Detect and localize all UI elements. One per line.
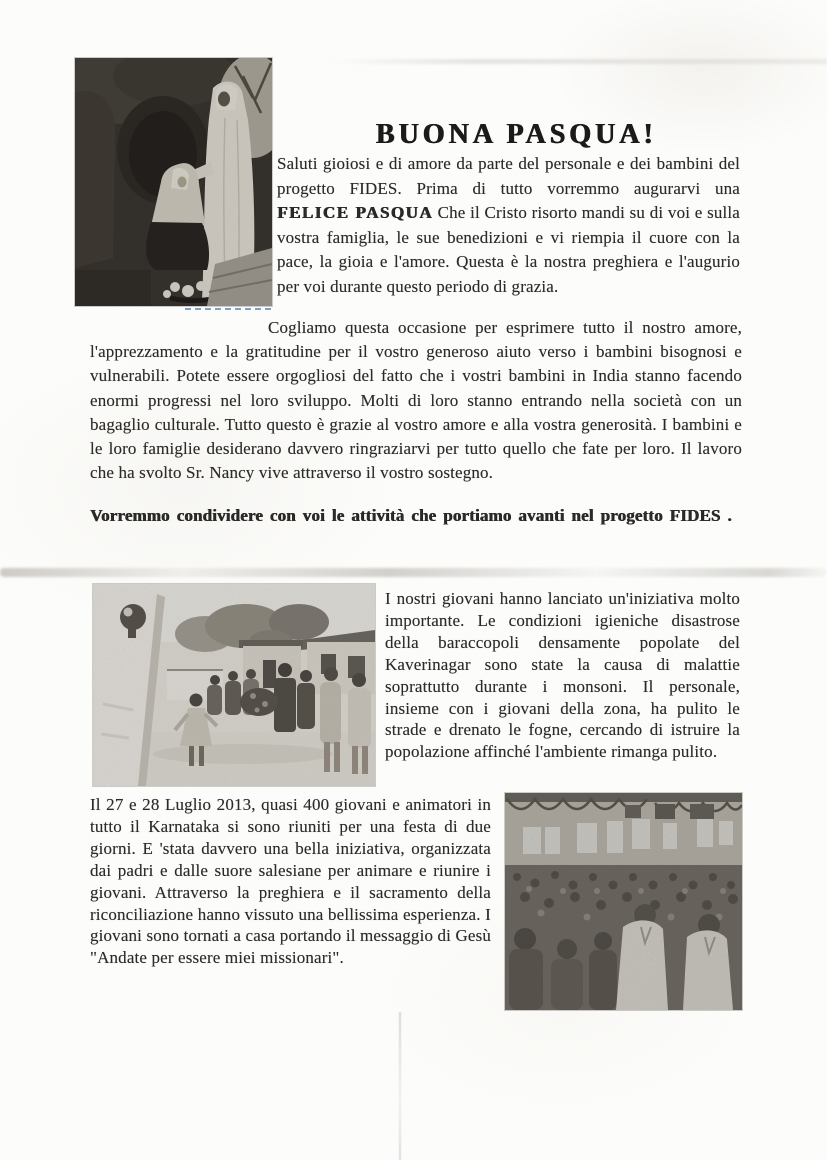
intro-paragraph: [277, 152, 740, 299]
scan-smudge-artifact: [330, 59, 827, 64]
gratitude-paragraph: Cogliamo questa occasione per esprimere tutto il nostro amore, l'apprezzamento e la gratitudine per il vostro generoso aiuto verso i bambini bisognosi e vulnerabili. Potete essere orgogliosi del fatto che i vostri bambini in India stanno facendo enormi progressi nel loro sviluppo. Molti di loro stanno entrando nella società con un bagaglio culturale. Tutto questo è grazie al vostro amore e alla vostra generosità. I bambini e le loro famiglie desiderano davvero ringraziarvi per tutto quello che fate per loro. Il lavoro che ha svolto Sr. Nancy vive attraverso il vostro sostegno.: [90, 318, 742, 483]
crowd-photo: [505, 793, 742, 1010]
page-title: BUONA PASQUA!: [375, 118, 657, 150]
kaverinagar-paragraph: I nostri giovani hanno lanciato un'iniziativa molto importante. Le condizioni igieniche disastrose della baraccopoli densamente popolate del Kaverinagar sono state la causa di malattie soprattutto durante i monsoni. Il personale, insieme con i giovani della zona, ha pulito le strade e drenato le fogne, cercando di istruire la popolazione affinché l'ambiente rimanga pulito.: [385, 589, 740, 762]
intro-text-after: Che il Cristo risorto mandi su di voi e sulla vostra famiglia, le sue benedizioni e vi riempia il cuore con la pace, la gioia e l'amore. Questa è la nostra preghiera e l'augurio per voi durante questo periodo di grazia.: [277, 203, 740, 296]
felice-pasqua-label: FELICE PASQUA: [277, 203, 433, 222]
intro-text-before: Saluti gioiosi e di amore da parte del personale e dei bambini del progetto FIDES. Prima di tutto vorremmo augurarvi una: [277, 154, 740, 198]
vertical-crease-artifact: [399, 1012, 401, 1160]
blue-scan-artifact: [185, 308, 271, 310]
fold-crease-artifact: [0, 568, 827, 577]
karnataka-paragraph: Il 27 e 28 Luglio 2013, quasi 400 giovani e animatori in tutto il Karnataka si sono riuniti per una festa di due giorni. E 'stata davvero una bella iniziativa, organizzata dai padri e dalle suore salesiane per animare e riunire i giovani. Attraverso la preghiera e il sacramento della riconciliazione hanno vissuto una bellissima esperienza. I giovani sono tornati a casa portando il messaggio di Gesù "Andate per essere miei missionari".: [90, 795, 491, 968]
activities-heading: Vorremmo condividere con voi le attività che portiamo avanti nel progetto FIDES .: [90, 506, 732, 525]
easter-photo: [75, 58, 272, 306]
street-photo: [93, 584, 375, 786]
